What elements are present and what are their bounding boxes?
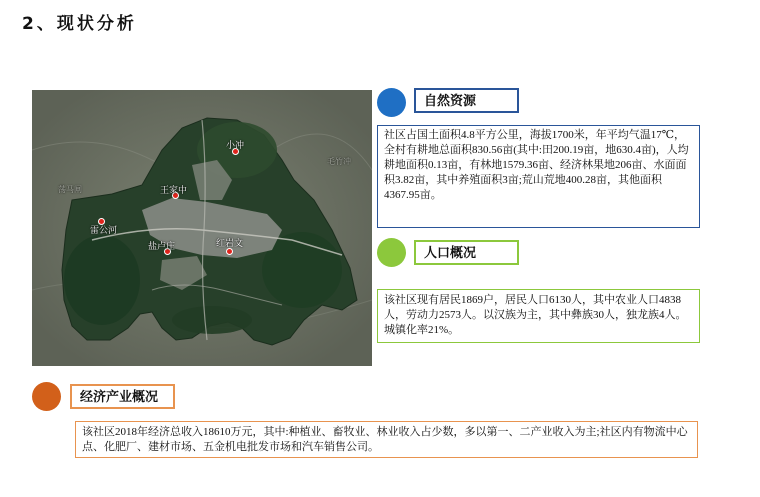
map-label-dangmazha: 荡马闸 — [58, 185, 82, 194]
map-label-yanluzhuang: 盐卢庄 — [148, 241, 176, 251]
map-imagery — [32, 90, 372, 366]
natural-text: 社区占国土面积4.8平方公里，海拔1700米，年平均气温17℃，全村有耕地总面积830.56亩(其中:田200.19亩，地630.4亩)，人均耕地面积0.13亩，有林地1579.36亩、经济林果地206亩、水面面积3.82亩，其中养殖面积3亩;荒山荒地400.28亩，其他面积4367.95亩。 — [377, 125, 700, 228]
map-label-leigonghe: 雷公河 — [90, 225, 118, 235]
natural-title: 自然资源 — [414, 88, 519, 113]
map-label-xiaochong: 小冲 — [226, 140, 245, 150]
economy-text: 该社区2018年经济总收入18610万元，其中:种植业、畜牧业、林业收入占少数，多以第一、二产业收入为主;社区内有物流中心点、化肥厂、建材市场、五金机电批发市场和汽车销售公司。 — [75, 421, 698, 458]
population-text: 该社区现有居民1869户，居民人口6130人，其中农业人口4838人，劳动力2573人。以汉族为主，其中彝族30人，独龙族4人。城镇化率21%。 — [377, 289, 700, 343]
natural-bullet-icon — [377, 88, 406, 117]
economy-title: 经济产业概况 — [70, 384, 175, 409]
map-label-maozhuchong: 毛竹冲 — [327, 157, 351, 166]
population-title: 人口概况 — [414, 240, 519, 265]
population-bullet-icon — [377, 238, 406, 267]
map-label-hongyanwen: 红岩文 — [216, 238, 244, 248]
map-label-wangjiazhong: 王家中 — [160, 185, 188, 195]
map-pin — [226, 248, 233, 255]
page-title: 2、现状分析 — [22, 14, 137, 34]
economy-bullet-icon — [32, 382, 61, 411]
satellite-map — [32, 90, 372, 366]
